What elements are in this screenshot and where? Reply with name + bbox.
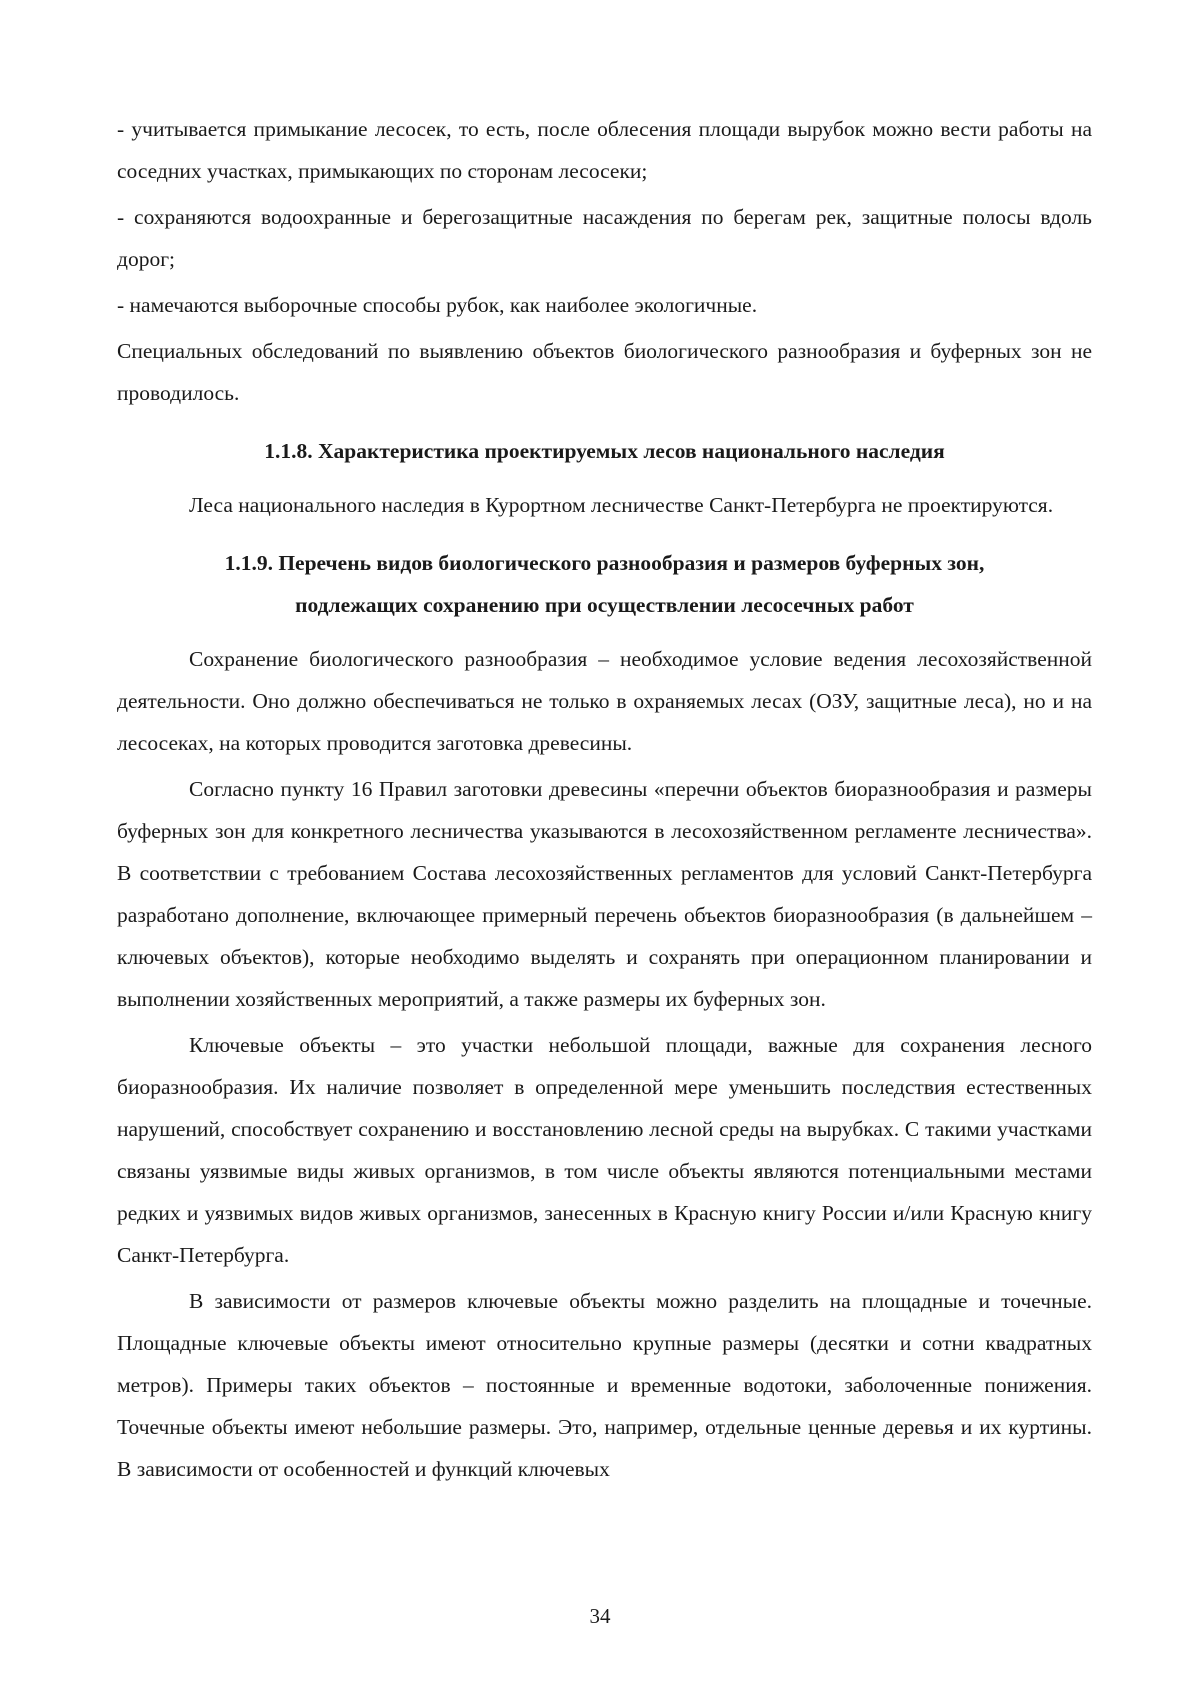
section-heading-1-1-9 [117, 542, 1092, 626]
section-heading-1-1-9-line2: подлежащих сохранению при осуществлении лесосечных работ [295, 593, 914, 617]
paragraph-national-heritage: Леса национального наследия в Курортном лесничестве Санкт-Петербурга не проектируются. [189, 493, 1054, 517]
paragraph-rules-point-16: Согласно пункту 16 Правил заготовки древесины «перечни объектов биоразнообразия и размеры буферных зон для конкретного лесничества указываются в лесохозяйственном регламенте лесничества». В соответствии с требованием Состава лесохозяйственных регламентов для условий Санкт-Петербурга разработано дополнение, включающее примерный перечень объектов биоразнообразия (в дальнейшем – ключевых объектов), которые необходимо выделять и сохранять при операционном планировании и выполнении хозяйственных мероприятий, а также размеры их буферных зон. [117, 777, 1092, 1011]
section-heading-1-1-8: 1.1.8. Характеристика проектируемых лесов национального наследия [264, 439, 945, 463]
list-item-water-protection: - сохраняются водоохранные и берегозащитные насаждения по берегам рек, защитные полосы вдоль дорог; [117, 205, 1092, 271]
list-item-adjacency: - учитывается примыкание лесосек, то есть, после облесения площади вырубок можно вести работы на соседних участках, примыкающих по сторонам лесосеки; [117, 117, 1092, 183]
section-heading-1-1-9-line1: 1.1.9. Перечень видов биологического разнообразия и размеров буферных зон, [224, 551, 985, 575]
document-page [117, 108, 1092, 1490]
paragraph-surveys: Специальных обследований по выявлению объектов биологического разнообразия и буферных зон не проводилось. [117, 339, 1092, 405]
paragraph-object-sizes: В зависимости от размеров ключевые объекты можно разделить на площадные и точечные. Площадные ключевые объекты имеют относительно крупные размеры (десятки и сотни квадратных метров). Примеры таких объектов – постоянные и временные водотоки, заболоченные понижения. Точечные объекты имеют небольшие размеры. Это, например, отдельные ценные деревья и их куртины. В зависимости от особенностей и функций ключевых [117, 1289, 1092, 1481]
list-item-selective-felling: - намечаются выборочные способы рубок, как наиболее экологичные. [117, 293, 758, 317]
paragraph-key-objects: Ключевые объекты – это участки небольшой площади, важные для сохранения лесного биоразнообразия. Их наличие позволяет в определенной мере уменьшить последствия естественных нарушений, способствует сохранению и восстановлению лесной среды на вырубках. С такими участками связаны уязвимые виды живых организмов, в том числе объекты являются потенциальными местами редких и уязвимых видов живых организмов, занесенных в Красную книгу России и/или Красную книгу Санкт-Петербурга. [117, 1033, 1092, 1267]
page-number: 34 [589, 1604, 611, 1628]
paragraph-biodiversity-preservation: Сохранение биологического разнообразия – необходимое условие ведения лесохозяйственной деятельности. Оно должно обеспечиваться не только в охраняемых лесах (ОЗУ, защитные леса), но и на лесосеках, на которых проводится заготовка древесины. [117, 647, 1092, 755]
